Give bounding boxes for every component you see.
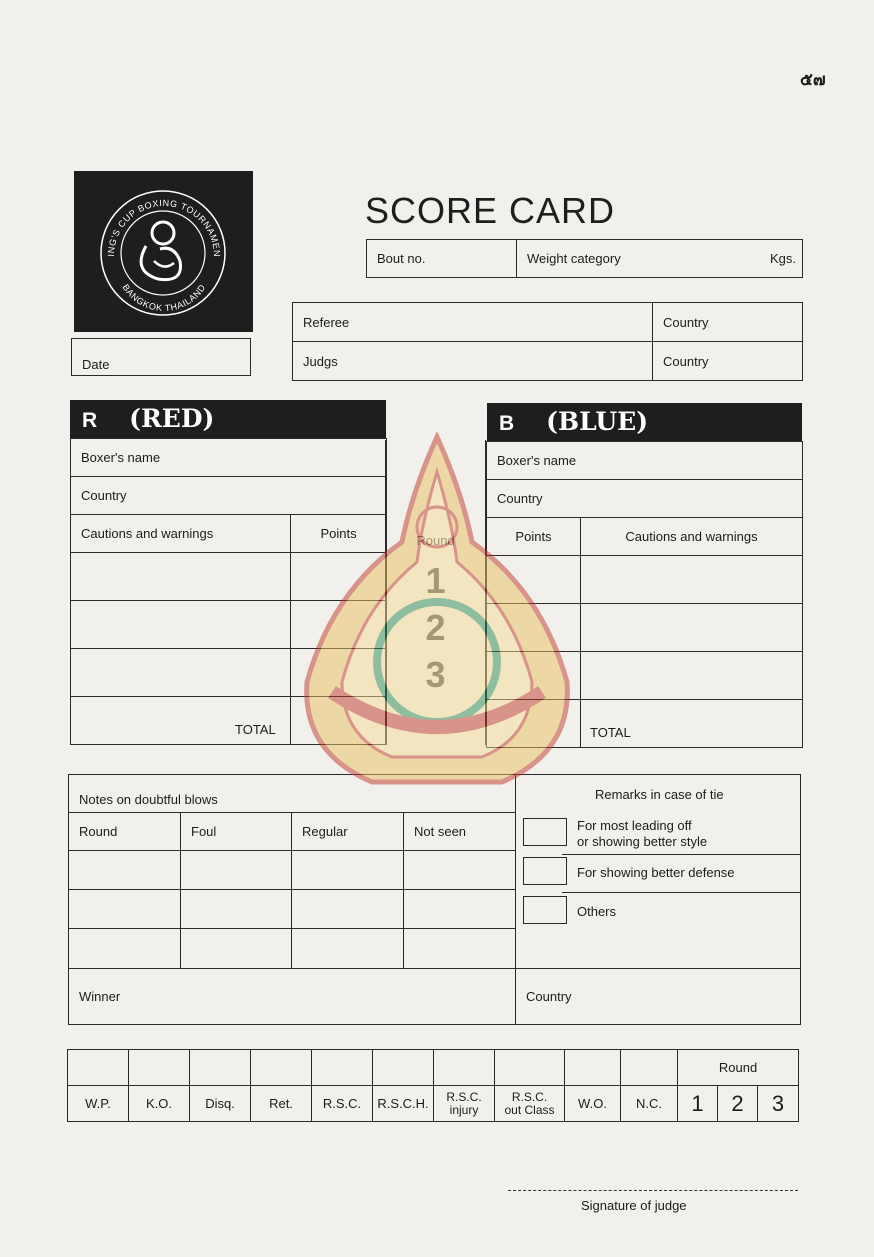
red-cautions-round-2[interactable]	[71, 601, 291, 649]
blue-boxer-name-field[interactable]: Boxer's name	[487, 442, 803, 480]
tournament-logo	[74, 171, 253, 332]
notes-col-foul: Foul	[181, 813, 292, 851]
notes-title: Notes on doubtful blows	[69, 775, 516, 813]
notes-table	[68, 774, 801, 1025]
result-rsch[interactable]: R.S.C.H.	[373, 1086, 434, 1122]
result-disq[interactable]: Disq.	[190, 1086, 251, 1122]
blue-cautions-header: Cautions and warnings	[581, 518, 803, 556]
watermark-emblem-icon	[292, 432, 582, 792]
svg-text:BANGKOK THAILAND	[120, 282, 207, 313]
blue-total-label-cell	[581, 700, 803, 748]
bout-table	[366, 239, 803, 278]
red-letter: R	[82, 409, 98, 432]
tie-option-defense: For showing better defense	[577, 865, 735, 880]
red-country-field[interactable]: Country	[71, 477, 387, 515]
logo-top-text: ING'S CUP BOXING TOURNAMEN	[105, 197, 223, 258]
weight-category-field[interactable]: Weight category Kgs.	[517, 240, 803, 278]
referee-field[interactable]: Referee	[293, 303, 653, 342]
tie-checkbox-defense[interactable]	[523, 857, 567, 885]
referee-country-field[interactable]: Country	[653, 303, 803, 342]
notes-cell[interactable]	[69, 890, 181, 929]
blue-points-header: Points	[487, 518, 581, 556]
tie-divider	[562, 892, 800, 893]
tie-option-others: Others	[577, 904, 617, 919]
notes-col-round: Round	[69, 813, 181, 851]
blue-cautions-round-2[interactable]	[581, 604, 803, 652]
notes-cell[interactable]	[292, 929, 404, 969]
blue-total-label: TOTAL	[590, 725, 631, 740]
result-rsc-injury[interactable]: R.S.C. injury	[434, 1086, 495, 1122]
red-label: (RED)	[129, 404, 215, 433]
red-total-label: TOTAL	[235, 722, 276, 737]
logo-bottom-text: BANGKOK THAILAND	[120, 282, 208, 314]
bout-no-field[interactable]: Bout no.	[367, 240, 517, 278]
notes-cell[interactable]	[181, 929, 292, 969]
judges-country-field[interactable]: Country	[653, 342, 803, 381]
page-number: ๕๗	[800, 70, 826, 89]
tie-divider	[562, 854, 800, 855]
blue-label: (BLUE)	[546, 407, 649, 436]
page-title: SCORE CARD	[365, 190, 616, 231]
notes-cell[interactable]	[404, 929, 516, 969]
notes-cell[interactable]	[404, 851, 516, 890]
boxing-logo-icon	[74, 171, 253, 332]
notes-cell[interactable]	[181, 890, 292, 929]
result-rsc-out-class[interactable]: R.S.C. out Class	[495, 1086, 565, 1122]
signature-label: Signature of judge	[581, 1198, 687, 1213]
blue-cautions-round-3[interactable]	[581, 652, 803, 700]
tie-option-style: For most leading off or showing better style	[577, 818, 708, 849]
red-cautions-header: Cautions and warnings	[71, 515, 291, 553]
kgs-label: Kgs.	[769, 251, 796, 266]
red-cautions-round-3[interactable]	[71, 649, 291, 697]
result-ko[interactable]: K.O.	[129, 1086, 190, 1122]
red-points-header: Points	[291, 515, 387, 553]
notes-cell[interactable]	[181, 851, 292, 890]
result-ret[interactable]: Ret.	[251, 1086, 312, 1122]
tie-checkbox-others[interactable]	[523, 896, 567, 924]
result-nc[interactable]: N.C.	[621, 1086, 678, 1122]
results-table	[67, 1049, 799, 1122]
officials-table	[292, 302, 803, 381]
notes-cell[interactable]	[404, 890, 516, 929]
notes-cell[interactable]	[292, 890, 404, 929]
blue-letter: B	[499, 412, 515, 435]
result-round-2[interactable]: 2	[718, 1086, 758, 1122]
result-round-3[interactable]: 3	[758, 1086, 799, 1122]
results-round-label: Round	[678, 1050, 799, 1086]
winner-field[interactable]: Winner	[69, 969, 516, 1025]
result-wo[interactable]: W.O.	[565, 1086, 621, 1122]
blue-country-field[interactable]: Country	[487, 480, 803, 518]
notes-cell[interactable]	[69, 851, 181, 890]
tie-checkbox-style[interactable]	[523, 818, 567, 846]
winner-country-field[interactable]: Country	[516, 969, 801, 1025]
judges-field[interactable]: Judgs	[293, 342, 653, 381]
red-boxer-name-field[interactable]: Boxer's name	[71, 439, 387, 477]
notes-col-regular: Regular	[292, 813, 404, 851]
notes-cell[interactable]	[69, 929, 181, 969]
result-rsc[interactable]: R.S.C.	[312, 1086, 373, 1122]
signature-line[interactable]	[508, 1190, 798, 1191]
tie-remarks-title: Remarks in case of tie	[595, 787, 724, 802]
date-field[interactable]: Date	[71, 338, 251, 376]
notes-col-not-seen: Not seen	[404, 813, 516, 851]
result-round-1[interactable]: 1	[678, 1086, 718, 1122]
red-cautions-round-1[interactable]	[71, 553, 291, 601]
red-total-label-cell	[71, 697, 291, 745]
notes-cell[interactable]	[292, 851, 404, 890]
blue-cautions-round-1[interactable]	[581, 556, 803, 604]
result-wp[interactable]: W.P.	[68, 1086, 129, 1122]
